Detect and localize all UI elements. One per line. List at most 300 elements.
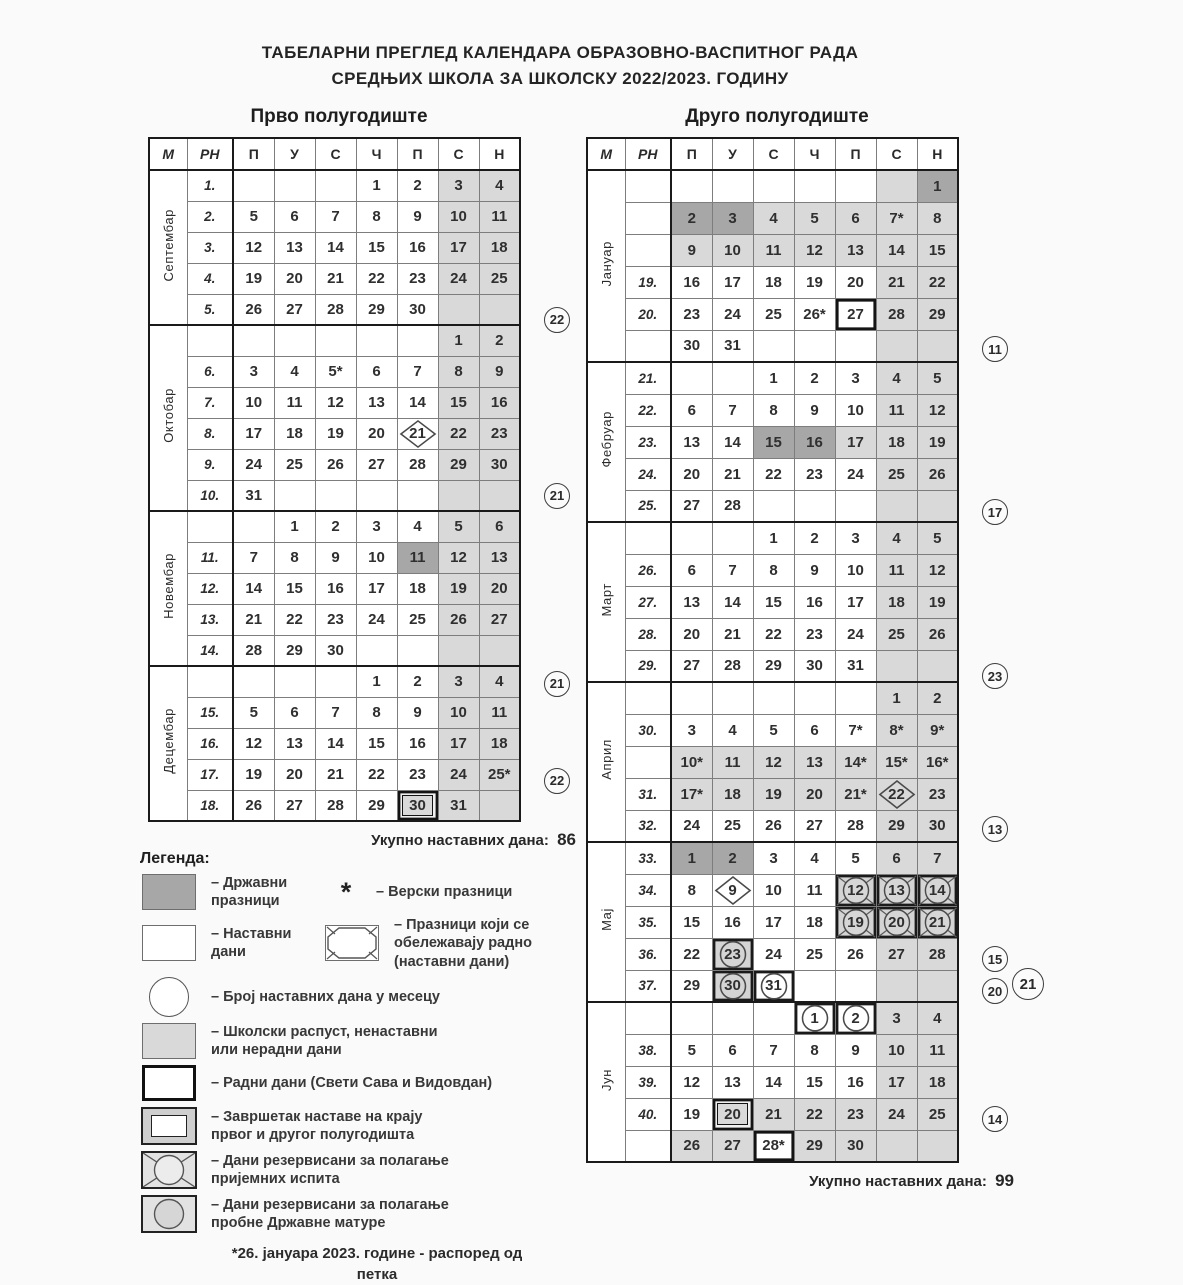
day-number: 4 (290, 363, 299, 380)
month-name: Новембар (160, 553, 176, 619)
teaching-days-count-badge: 22 (544, 768, 570, 794)
teaching-days-count-badge: 15 (982, 946, 1008, 972)
week-row (587, 522, 958, 554)
day-cell (479, 542, 520, 573)
day-cell (274, 790, 315, 821)
day-number: 13 (806, 753, 823, 771)
day-cell (479, 697, 520, 728)
day-number: 3 (769, 849, 778, 867)
day-number: 16 (490, 394, 508, 411)
day-cell (753, 906, 794, 938)
day-cell (671, 714, 712, 746)
day-cell (397, 418, 438, 449)
day-number: 11 (929, 1041, 946, 1059)
day-number: 13 (490, 549, 508, 566)
day-number: 21 (409, 425, 426, 442)
day-cell (917, 906, 958, 938)
trial-matura-box-icon (141, 1195, 197, 1233)
day-number: 3 (249, 363, 258, 380)
day-cell (917, 586, 958, 618)
month-col-header: М (587, 138, 625, 170)
day-number: 4 (892, 529, 901, 547)
day-cell (397, 294, 438, 325)
day-cell (794, 330, 835, 362)
day-cell (233, 387, 274, 418)
day-number: 8 (454, 363, 463, 380)
first-semester-heading: Прво полугодиште (250, 106, 428, 127)
day-cell (356, 573, 397, 604)
day-cell (233, 573, 274, 604)
legend (140, 850, 590, 1285)
day-number: 26 (245, 796, 263, 814)
teaching-days-count-badge: 21 (1012, 968, 1044, 1000)
state-holiday-swatch-icon (142, 874, 196, 910)
week-row (587, 586, 958, 618)
day-cell (712, 362, 753, 394)
teaching-days-count-badge: 17 (982, 499, 1008, 525)
weekday-header: С (438, 138, 479, 170)
day-cell (794, 874, 835, 906)
weekday-header: С (753, 138, 794, 170)
teaching-days-count-badge: 13 (982, 816, 1008, 842)
day-number: 12 (450, 549, 467, 566)
day-cell (835, 1066, 876, 1098)
day-number: 29 (806, 1137, 823, 1155)
day-cell (753, 394, 794, 426)
day-cell (233, 759, 274, 790)
day-number: 24 (245, 456, 263, 473)
month-col-header: М (149, 138, 187, 170)
day-cell (753, 202, 794, 234)
day-number: 10 (888, 1041, 905, 1059)
day-cell (274, 728, 315, 759)
day-cell (356, 294, 397, 325)
day-cell (438, 542, 479, 573)
month-label (587, 682, 625, 842)
day-number: 28 (847, 817, 864, 835)
day-cell (438, 263, 479, 294)
week-row (587, 330, 958, 362)
day-cell (315, 604, 356, 635)
day-cell (876, 490, 917, 522)
total-value: 99 (995, 1171, 1014, 1190)
day-cell (917, 938, 958, 970)
week-number: 30. (625, 714, 671, 746)
day-cell (712, 202, 753, 234)
day-number: 20 (286, 270, 303, 287)
day-number: 25 (888, 465, 905, 483)
day-cell (794, 170, 835, 202)
day-cell (835, 970, 876, 1002)
day-number: 6 (851, 209, 860, 227)
day-cell (753, 362, 794, 394)
day-number: 19 (928, 433, 946, 451)
month-label (587, 522, 625, 682)
day-cell (479, 232, 520, 263)
week-number: 39. (625, 1066, 671, 1098)
day-cell (438, 604, 479, 635)
day-cell (794, 682, 835, 714)
day-number: 29 (928, 305, 946, 323)
day-cell (917, 714, 958, 746)
day-cell (753, 714, 794, 746)
day-number: 9 (851, 1041, 860, 1059)
day-number: 8 (933, 209, 942, 227)
week-number: 27. (625, 586, 671, 618)
day-number: 28 (409, 456, 426, 473)
day-cell (917, 874, 958, 906)
day-cell (671, 170, 712, 202)
legend-items (140, 874, 590, 1233)
day-cell (438, 201, 479, 232)
month-block (149, 325, 520, 511)
week-row (149, 480, 520, 511)
day-cell (479, 635, 520, 666)
day-cell (274, 263, 315, 294)
day-number: 31 (724, 337, 741, 355)
day-cell (753, 778, 794, 810)
day-cell (876, 1034, 917, 1066)
day-cell (233, 325, 274, 356)
day-number: 13 (683, 433, 701, 451)
school-break-swatch-slot (140, 1023, 198, 1059)
day-cell (835, 394, 876, 426)
day-number: 11 (765, 241, 782, 259)
week-number: 37. (625, 970, 671, 1002)
legend-row (140, 1023, 590, 1059)
total-value: 86 (557, 830, 576, 849)
day-cell (315, 666, 356, 697)
legend-item-label: – Дани резервисани за полагање пробне Државне матуре (211, 1196, 449, 1231)
count-circle-slot (140, 977, 198, 1017)
day-number: 4 (495, 673, 504, 691)
day-number: 5 (933, 369, 942, 387)
day-number: 8 (810, 1041, 819, 1059)
first-semester-total (148, 830, 576, 850)
day-cell (671, 586, 712, 618)
day-cell (356, 790, 397, 821)
legend-row (140, 1065, 590, 1101)
day-cell (356, 449, 397, 480)
weekday-header: У (712, 138, 753, 170)
legend-item (140, 925, 323, 961)
day-cell (671, 522, 712, 554)
day-cell (233, 635, 274, 666)
week-number: 16. (187, 728, 233, 759)
day-cell (876, 842, 917, 874)
day-number: 5 (687, 1041, 696, 1059)
day-number: 6 (372, 363, 381, 380)
day-cell (917, 970, 958, 1002)
legend-item (140, 977, 440, 1017)
count-circle-icon (149, 977, 189, 1017)
week-number: 36. (625, 938, 671, 970)
day-cell (233, 356, 274, 387)
day-number: 2 (331, 518, 340, 536)
day-number: 3 (687, 721, 696, 739)
day-number: 30 (928, 817, 946, 835)
day-number: 23 (683, 305, 701, 323)
day-number: 21* (844, 785, 867, 803)
month-block (587, 1002, 958, 1162)
day-number: 29 (286, 641, 303, 659)
footnote: *26. јануара 2023. године - распоред од петка (231, 1244, 523, 1283)
day-number: 16 (847, 1073, 864, 1091)
day-number: 23 (806, 625, 823, 643)
week-row (587, 490, 958, 522)
day-cell (356, 759, 397, 790)
day-number: 20 (847, 273, 864, 291)
day-cell (397, 480, 438, 511)
day-cell (233, 201, 274, 232)
day-number: 3 (372, 518, 381, 536)
day-cell (794, 650, 835, 682)
day-cell (753, 1002, 794, 1034)
day-cell (712, 938, 753, 970)
day-cell (794, 394, 835, 426)
week-number: 15. (187, 697, 233, 728)
day-cell (835, 874, 876, 906)
day-cell (671, 746, 712, 778)
day-cell (794, 458, 835, 490)
legend-row (140, 874, 590, 910)
day-number: 26 (327, 456, 344, 473)
day-cell (438, 635, 479, 666)
day-cell (794, 618, 835, 650)
day-cell (876, 362, 917, 394)
month-block (587, 170, 958, 362)
day-number: 1 (454, 332, 463, 350)
day-cell (712, 810, 753, 842)
day-cell (753, 682, 794, 714)
working-day-box-slot (140, 1065, 198, 1101)
day-cell (876, 1066, 917, 1098)
day-number: 4 (728, 721, 737, 739)
week-row (587, 234, 958, 266)
day-number: 4 (495, 177, 504, 195)
day-cell (356, 604, 397, 635)
week-number: 6. (187, 356, 233, 387)
day-cell (835, 586, 876, 618)
day-cell (315, 170, 356, 201)
month-block (587, 362, 958, 522)
day-number: 29 (765, 657, 782, 675)
week-row (587, 458, 958, 490)
document-title (0, 40, 1120, 93)
day-cell (835, 522, 876, 554)
week-row (587, 938, 958, 970)
day-cell (753, 1034, 794, 1066)
day-cell (835, 682, 876, 714)
day-number: 7 (413, 363, 422, 380)
day-number: 9 (687, 241, 696, 259)
day-number: 15 (928, 241, 946, 259)
day-number: 13 (724, 1073, 741, 1091)
day-cell (479, 325, 520, 356)
week-number: 31. (625, 778, 671, 810)
teaching-days-count-badge: 21 (544, 483, 570, 509)
week-row (587, 970, 958, 1002)
day-number: 28 (245, 641, 263, 659)
day-cell (274, 480, 315, 511)
day-cell (917, 298, 958, 330)
day-cell (835, 778, 876, 810)
day-cell (315, 418, 356, 449)
week-number: 14. (187, 635, 233, 666)
day-cell (671, 1002, 712, 1034)
day-number: 27 (286, 300, 303, 318)
total-label: Укупно наставних дана: (809, 1173, 987, 1190)
week-number: 3. (187, 232, 233, 263)
legend-item (140, 1065, 492, 1101)
day-cell (356, 325, 397, 356)
legend-item (329, 877, 513, 908)
day-number: 20 (286, 766, 303, 783)
day-cell (315, 356, 356, 387)
day-cell (438, 294, 479, 325)
day-cell (712, 266, 753, 298)
day-cell (356, 170, 397, 201)
week-row (587, 298, 958, 330)
day-number: 11 (888, 401, 905, 419)
weekday-header: С (876, 138, 917, 170)
day-number: 26 (928, 625, 946, 643)
day-number: 25 (928, 1105, 946, 1123)
day-cell (835, 554, 876, 586)
week-row (587, 1034, 958, 1066)
day-cell (794, 842, 835, 874)
day-number: 11 (491, 208, 508, 225)
day-cell (438, 790, 479, 821)
day-cell (671, 778, 712, 810)
day-cell (315, 542, 356, 573)
day-number: 24 (683, 817, 701, 835)
day-number: 15 (368, 735, 385, 752)
day-number: 18 (888, 593, 905, 611)
day-number: 8 (769, 561, 778, 579)
day-cell (274, 418, 315, 449)
day-cell (917, 746, 958, 778)
day-cell (876, 970, 917, 1002)
day-number: 23 (847, 1105, 864, 1123)
day-cell (794, 778, 835, 810)
month-name: Децембар (160, 708, 176, 774)
day-number: 3 (892, 1009, 901, 1027)
week-row (587, 842, 958, 874)
day-cell (479, 480, 520, 511)
religious-asterisk-slot (329, 877, 363, 908)
day-number: 6 (495, 518, 504, 536)
day-cell (233, 294, 274, 325)
day-cell (356, 635, 397, 666)
day-number: 18 (490, 239, 508, 256)
day-cell (835, 1002, 876, 1034)
day-cell (876, 586, 917, 618)
day-number: 15 (450, 394, 467, 411)
day-cell (274, 759, 315, 790)
week-number: 34. (625, 874, 671, 906)
day-cell (274, 387, 315, 418)
day-cell (876, 330, 917, 362)
day-cell (356, 542, 397, 573)
week-row (149, 263, 520, 294)
day-cell (397, 573, 438, 604)
day-number: 27 (724, 1137, 741, 1155)
day-cell (794, 298, 835, 330)
week-row (587, 426, 958, 458)
day-cell (479, 449, 520, 480)
day-number: 6 (687, 401, 696, 419)
day-cell (753, 266, 794, 298)
week-row (587, 202, 958, 234)
day-number: 14 (928, 881, 946, 899)
semester-end-box-slot (140, 1107, 198, 1145)
day-cell (876, 1130, 917, 1162)
day-cell (835, 746, 876, 778)
day-number: 24 (888, 1105, 905, 1123)
week-number (625, 522, 671, 554)
day-cell (753, 1066, 794, 1098)
day-number: 17* (680, 785, 704, 803)
day-cell (274, 449, 315, 480)
day-cell (233, 449, 274, 480)
day-cell (356, 356, 397, 387)
day-cell (876, 650, 917, 682)
day-number: 18 (724, 785, 741, 803)
month-block (587, 522, 958, 682)
week-number: 35. (625, 906, 671, 938)
week-number (625, 170, 671, 202)
day-number: 13 (286, 239, 303, 256)
day-cell (397, 542, 438, 573)
day-number: 3 (728, 209, 737, 227)
month-name: Април (598, 739, 614, 780)
day-number: 7 (933, 849, 942, 867)
day-cell (438, 728, 479, 759)
day-cell (315, 325, 356, 356)
day-cell (794, 234, 835, 266)
teaching-days-count-badge: 14 (982, 1106, 1008, 1132)
day-cell (835, 458, 876, 490)
day-number: 24 (450, 766, 467, 783)
month-label (587, 1002, 625, 1162)
legend-item-label: – Дани резервисани за полагање пријемних испита (211, 1152, 449, 1187)
day-cell (835, 714, 876, 746)
day-number: 7 (728, 561, 737, 579)
week-number: 9. (187, 449, 233, 480)
day-cell (315, 759, 356, 790)
day-cell (835, 362, 876, 394)
day-cell (753, 298, 794, 330)
day-cell (753, 650, 794, 682)
day-cell (671, 906, 712, 938)
day-cell (671, 1098, 712, 1130)
day-cell (274, 325, 315, 356)
day-number: 29 (888, 817, 905, 835)
day-number: 8 (372, 208, 381, 225)
legend-item (140, 1107, 459, 1145)
day-number: 18 (490, 735, 508, 752)
day-number: 4 (810, 849, 819, 867)
day-number: 28 (724, 657, 741, 675)
second-semester-total (586, 1171, 1014, 1191)
legend-item-label: – Број наставних дана у месецу (211, 988, 440, 1005)
week-row (149, 356, 520, 387)
day-number: 9 (331, 549, 340, 566)
day-cell (835, 234, 876, 266)
week-row (149, 759, 520, 790)
day-cell (835, 906, 876, 938)
